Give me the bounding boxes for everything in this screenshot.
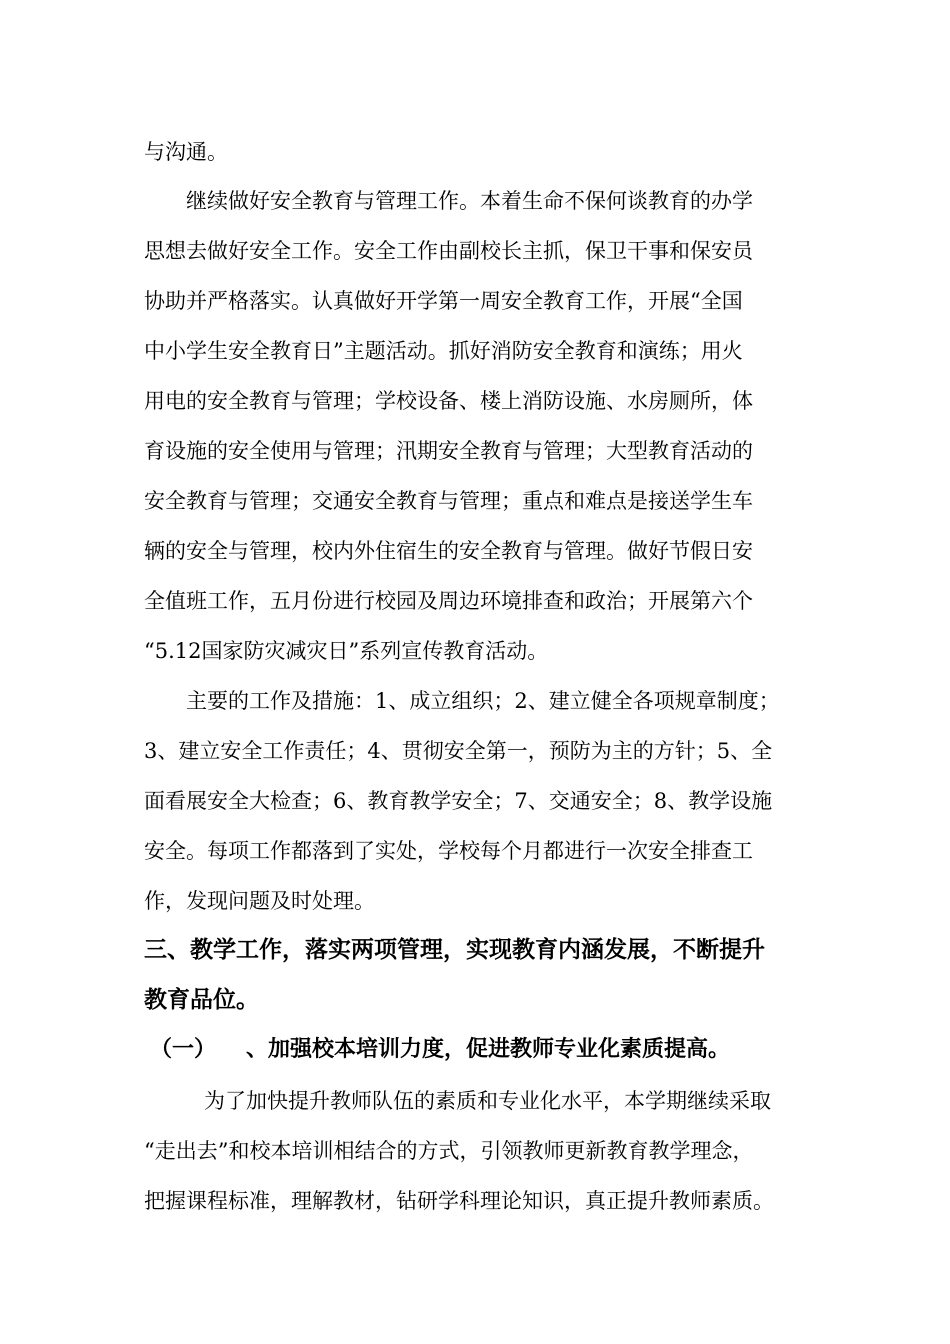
paragraph-line: 把握课程标准，理解教材，钻研学科理论知识，真正提升教师素质。 bbox=[144, 1189, 774, 1213]
paragraph-line: 用电的安全教育与管理；学校设备、楼上消防设施、水房厕所，体 bbox=[144, 389, 753, 413]
section-heading-line: 三、教学工作，落实两项管理，实现教育内涵发展，不断提升 bbox=[144, 937, 765, 963]
paragraph-line: 辆的安全与管理，校内外住宿生的安全教育与管理。做好节假日安 bbox=[144, 539, 753, 563]
paragraph-line: 主要的工作及措施：1、成立组织；2、建立健全各项规章制度； bbox=[186, 689, 780, 713]
paragraph-line: 与沟通。 bbox=[144, 140, 228, 164]
paragraph-line: “走出去”和校本培训相结合的方式，引领教师更新教育教学理念， bbox=[144, 1139, 754, 1163]
paragraph-line: 作，发现问题及时处理。 bbox=[144, 889, 375, 913]
paragraph-line: 中小学生安全教育日”主题活动。抓好消防安全教育和演练；用火 bbox=[144, 339, 743, 363]
subsection-title: 、加强校本培训力度，促进教师专业化素质提高。 bbox=[246, 1037, 731, 1062]
paragraph-line: 为了加快提升教师队伍的素质和专业化水平，本学期继续采取 bbox=[204, 1089, 771, 1113]
subsection-number: （一） bbox=[150, 1037, 217, 1062]
paragraph-line: “5.12国家防灾减灾日”系列宣传教育活动。 bbox=[144, 639, 549, 663]
paragraph-line: 继续做好安全教育与管理工作。本着生命不保何谈教育的办学 bbox=[186, 189, 753, 213]
paragraph-line: 协助并严格落实。认真做好开学第一周安全教育工作，开展“全国 bbox=[144, 289, 743, 313]
paragraph-line: 安全。每项工作都落到了实处，学校每个月都进行一次安全排查工 bbox=[144, 839, 753, 863]
section-heading-line: 教育品位。 bbox=[144, 987, 259, 1013]
paragraph-line: 全值班工作，五月份进行校园及周边环境排查和政治；开展第六个 bbox=[144, 589, 753, 613]
paragraph-line: 3、建立安全工作责任；4、贯彻安全第一，预防为主的方针；5、全 bbox=[144, 739, 773, 763]
paragraph-line: 面看展安全大检查；6、教育教学安全；7、交通安全；8、教学设施 bbox=[144, 789, 773, 813]
paragraph-line: 思想去做好安全工作。安全工作由副校长主抓，保卫干事和保安员 bbox=[144, 239, 753, 263]
paragraph-line: 育设施的安全使用与管理；汛期安全教育与管理；大型教育活动的 bbox=[144, 439, 753, 463]
paragraph-line: 安全教育与管理；交通安全教育与管理；重点和难点是接送学生车 bbox=[144, 489, 753, 513]
